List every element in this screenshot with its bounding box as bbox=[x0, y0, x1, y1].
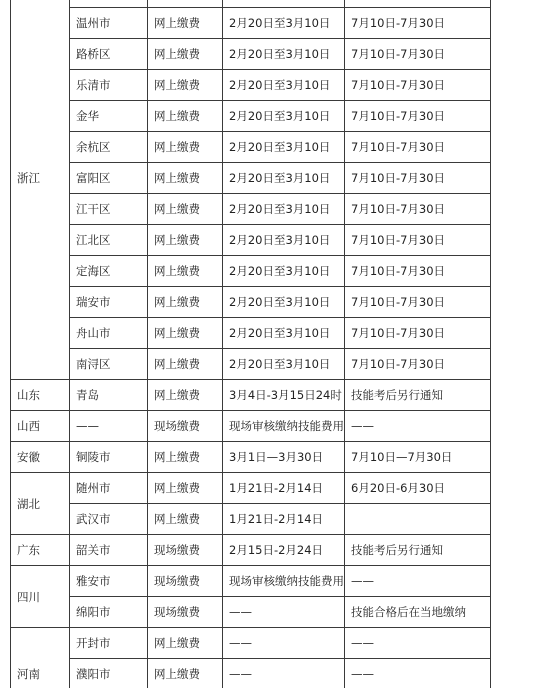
summer-period-cell: 7月10日-7月30日 bbox=[345, 256, 491, 287]
city-cell: 金华 bbox=[70, 101, 148, 132]
city-cell: 富阳区 bbox=[70, 163, 148, 194]
city-cell: 随州市 bbox=[70, 473, 148, 504]
city-cell: 定海区 bbox=[70, 256, 148, 287]
payment-mode-cell: 网上缴费 bbox=[148, 659, 223, 688]
city-cell: 武汉市 bbox=[70, 504, 148, 535]
summer-period-cell: 7月10日—7月30日 bbox=[345, 442, 491, 473]
city-cell: 舟山市 bbox=[70, 318, 148, 349]
spring-period-cell: 2月20日至3月10日 bbox=[223, 287, 345, 318]
summer-period-cell: 7月10日-7月30日 bbox=[345, 70, 491, 101]
summer-period-cell: —— bbox=[345, 566, 491, 597]
payment-mode-cell: 网上缴费 bbox=[148, 628, 223, 659]
city-cell: 瑞安市 bbox=[70, 287, 148, 318]
table-row bbox=[11, 442, 491, 473]
summer-period-cell: 7月10日-7月30日 bbox=[345, 318, 491, 349]
table-row bbox=[11, 566, 491, 597]
table-row bbox=[11, 0, 491, 8]
spring-period-cell: —— bbox=[223, 597, 345, 628]
spring-period-cell: 2月20日至3月10日 bbox=[223, 194, 345, 225]
payment-mode-cell: 网上缴费 bbox=[148, 256, 223, 287]
table-row bbox=[11, 287, 491, 318]
table-row bbox=[11, 473, 491, 504]
payment-mode-cell: 网上缴费 bbox=[148, 163, 223, 194]
province-cell: 四川 bbox=[11, 566, 70, 628]
payment-mode-cell: 现场缴费 bbox=[148, 566, 223, 597]
table-row bbox=[11, 411, 491, 442]
fee-schedule-table bbox=[10, 0, 491, 688]
summer-period-cell: 7月10日-7月30日 bbox=[345, 8, 491, 39]
spring-period-cell: —— bbox=[223, 628, 345, 659]
summer-period-cell: 7月10日-7月30日 bbox=[345, 225, 491, 256]
summer-period-cell: 技能考后另行通知 bbox=[345, 380, 491, 411]
city-cell: 江北区 bbox=[70, 225, 148, 256]
city-cell: 路桥区 bbox=[70, 39, 148, 70]
table-row bbox=[11, 535, 491, 566]
table-row bbox=[11, 194, 491, 225]
city-cell: 温州市 bbox=[70, 8, 148, 39]
payment-mode-cell: 网上缴费 bbox=[148, 349, 223, 380]
spring-period-cell: 2月20日至3月10日 bbox=[223, 132, 345, 163]
payment-mode-cell: 网上缴费 bbox=[148, 287, 223, 318]
payment-mode-cell: 网上缴费 bbox=[148, 473, 223, 504]
summer-period-cell: —— bbox=[345, 411, 491, 442]
province-cell: 湖北 bbox=[11, 473, 70, 535]
table-row bbox=[11, 225, 491, 256]
spring-period-cell: 2月20日至3月10日 bbox=[223, 349, 345, 380]
spring-period-cell: 2月20日至3月10日 bbox=[223, 70, 345, 101]
table-row bbox=[11, 39, 491, 70]
table-row bbox=[11, 163, 491, 194]
summer-period-cell bbox=[345, 504, 491, 535]
table-row bbox=[11, 597, 491, 628]
summer-period-cell: 7月10日-7月30日 bbox=[345, 39, 491, 70]
summer-period-cell: 7月10日-7月30日 bbox=[345, 132, 491, 163]
spring-period-cell: 2月20日至3月10日 bbox=[223, 101, 345, 132]
payment-mode-cell: 现场缴费 bbox=[148, 535, 223, 566]
city-cell: 雅安市 bbox=[70, 566, 148, 597]
summer-period-cell: 6月20日-6月30日 bbox=[345, 473, 491, 504]
summer-period-cell: —— bbox=[345, 628, 491, 659]
city-cell bbox=[70, 0, 148, 8]
table-row bbox=[11, 70, 491, 101]
city-cell: 江干区 bbox=[70, 194, 148, 225]
spring-period-cell: 现场审核缴纳技能费用 bbox=[223, 566, 345, 597]
payment-mode-cell: 网上缴费 bbox=[148, 504, 223, 535]
city-cell: 南浔区 bbox=[70, 349, 148, 380]
payment-mode-cell: 网上缴费 bbox=[148, 70, 223, 101]
spring-period-cell: 2月20日至3月10日 bbox=[223, 256, 345, 287]
table-row bbox=[11, 318, 491, 349]
payment-mode-cell: 现场缴费 bbox=[148, 411, 223, 442]
payment-mode-cell: 网上缴费 bbox=[148, 442, 223, 473]
city-cell: 开封市 bbox=[70, 628, 148, 659]
table-row bbox=[11, 101, 491, 132]
province-cell: 山西 bbox=[11, 411, 70, 442]
spring-period-cell: —— bbox=[223, 659, 345, 688]
table-row bbox=[11, 380, 491, 411]
payment-mode-cell: 网上缴费 bbox=[148, 132, 223, 163]
table-row bbox=[11, 628, 491, 659]
spring-period-cell: 2月20日至3月10日 bbox=[223, 225, 345, 256]
city-cell: 濮阳市 bbox=[70, 659, 148, 688]
summer-period-cell: 7月10日-7月30日 bbox=[345, 287, 491, 318]
spring-period-cell: 现场审核缴纳技能费用 bbox=[223, 411, 345, 442]
summer-period-cell: 7月10日-7月30日 bbox=[345, 194, 491, 225]
table-row bbox=[11, 659, 491, 688]
table-row bbox=[11, 256, 491, 287]
payment-mode-cell bbox=[148, 0, 223, 8]
city-cell: —— bbox=[70, 411, 148, 442]
fee-table-body bbox=[11, 0, 491, 688]
payment-mode-cell: 网上缴费 bbox=[148, 318, 223, 349]
spring-period-cell: 1月21日-2月14日 bbox=[223, 504, 345, 535]
payment-mode-cell: 网上缴费 bbox=[148, 101, 223, 132]
summer-period-cell: —— bbox=[345, 659, 491, 688]
summer-period-cell: 7月10日-7月30日 bbox=[345, 349, 491, 380]
table-row bbox=[11, 132, 491, 163]
province-cell: 安徽 bbox=[11, 442, 70, 473]
spring-period-cell: 2月20日至3月10日 bbox=[223, 318, 345, 349]
table-row bbox=[11, 8, 491, 39]
table-row bbox=[11, 504, 491, 535]
summer-period-cell: 7月10日-7月30日 bbox=[345, 163, 491, 194]
payment-mode-cell: 网上缴费 bbox=[148, 194, 223, 225]
spring-period-cell: 2月15日-2月24日 bbox=[223, 535, 345, 566]
payment-mode-cell: 现场缴费 bbox=[148, 597, 223, 628]
province-cell: 河南 bbox=[11, 628, 70, 688]
summer-period-cell: 技能考后另行通知 bbox=[345, 535, 491, 566]
payment-mode-cell: 网上缴费 bbox=[148, 225, 223, 256]
payment-mode-cell: 网上缴费 bbox=[148, 8, 223, 39]
spring-period-cell: 2月20日至3月10日 bbox=[223, 163, 345, 194]
province-cell: 浙江 bbox=[11, 0, 70, 380]
payment-mode-cell: 网上缴费 bbox=[148, 39, 223, 70]
province-cell: 山东 bbox=[11, 380, 70, 411]
city-cell: 余杭区 bbox=[70, 132, 148, 163]
summer-period-cell bbox=[345, 0, 491, 8]
spring-period-cell: 2月20日至3月10日 bbox=[223, 39, 345, 70]
summer-period-cell: 7月10日-7月30日 bbox=[345, 101, 491, 132]
table-row bbox=[11, 349, 491, 380]
city-cell: 韶关市 bbox=[70, 535, 148, 566]
payment-mode-cell: 网上缴费 bbox=[148, 380, 223, 411]
province-cell: 广东 bbox=[11, 535, 70, 566]
city-cell: 绵阳市 bbox=[70, 597, 148, 628]
spring-period-cell: 2月20日至3月10日 bbox=[223, 8, 345, 39]
spring-period-cell bbox=[223, 0, 345, 8]
spring-period-cell: 1月21日-2月14日 bbox=[223, 473, 345, 504]
spring-period-cell: 3月1日—3月30日 bbox=[223, 442, 345, 473]
summer-period-cell: 技能合格后在当地缴纳 bbox=[345, 597, 491, 628]
spring-period-cell: 3月4日-3月15日24时 bbox=[223, 380, 345, 411]
city-cell: 青岛 bbox=[70, 380, 148, 411]
city-cell: 乐清市 bbox=[70, 70, 148, 101]
city-cell: 铜陵市 bbox=[70, 442, 148, 473]
